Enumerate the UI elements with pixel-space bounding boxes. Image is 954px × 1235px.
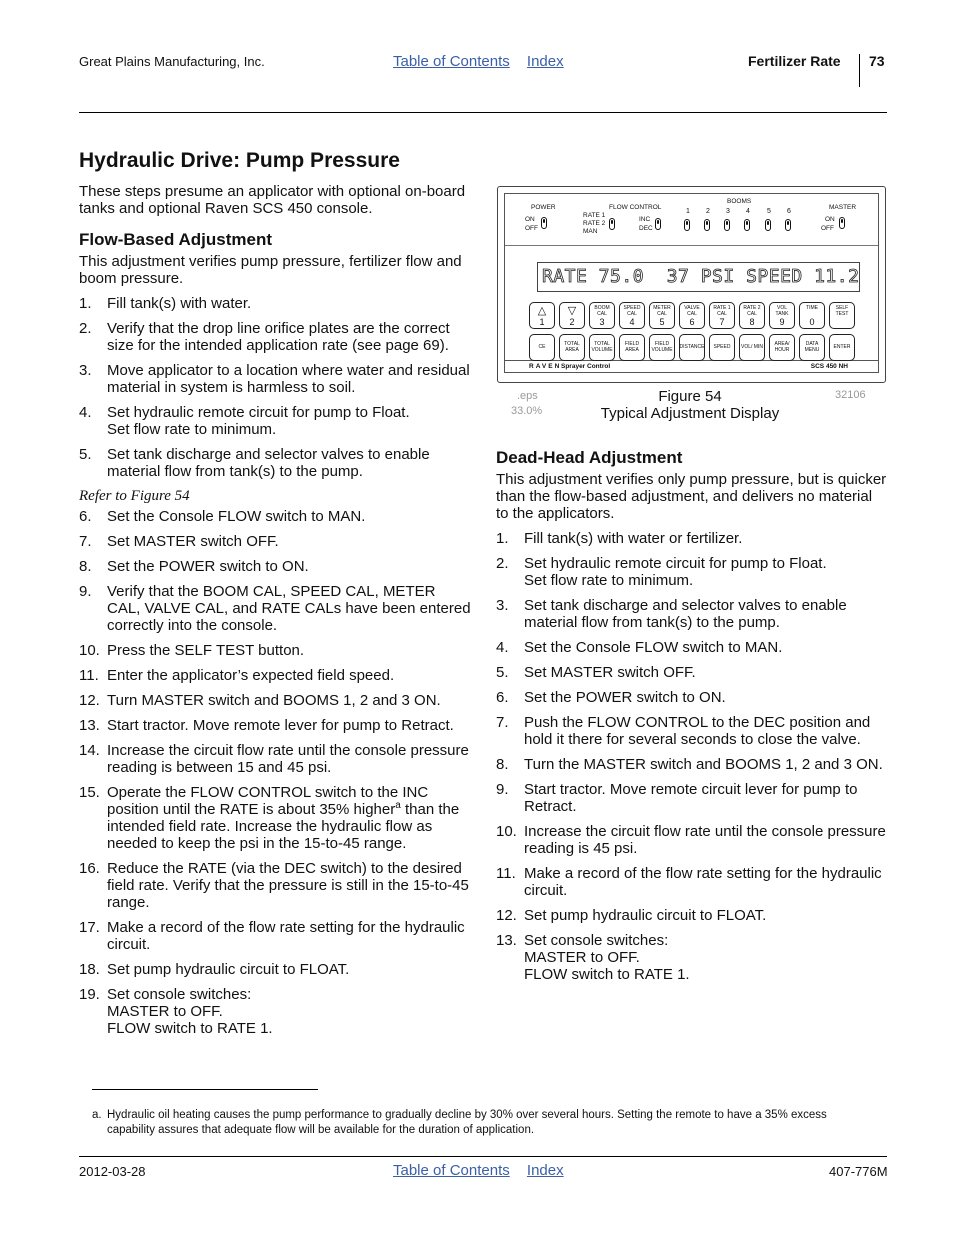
step-text: Set tank discharge and selector valves to enable material flow from tank(s) to the pump.: [524, 597, 847, 631]
keypad-key[interactable]: [769, 302, 795, 329]
keypad-key[interactable]: [769, 334, 795, 361]
key-label: ENTER: [833, 343, 851, 350]
power-label: POWER: [531, 204, 556, 211]
flow-heading: Flow-Based Adjustment: [79, 230, 272, 249]
step-number: 15.: [79, 784, 100, 801]
list-item: [496, 714, 888, 748]
flow-control-switch[interactable]: [655, 218, 661, 230]
header-links: [393, 53, 577, 70]
step-number: 16.: [79, 860, 100, 877]
key-label: VALVE CAL: [684, 305, 700, 317]
step-number: 9.: [496, 781, 509, 798]
step-text: Set MASTER switch OFF.: [107, 533, 279, 550]
key-label: SPEED: [713, 343, 731, 350]
list-item: [79, 320, 471, 354]
keypad-key[interactable]: [799, 334, 825, 361]
boom-switch-5[interactable]: [765, 219, 771, 231]
footnote: [92, 1108, 867, 1138]
list-item: [496, 689, 888, 706]
lcd-display: [537, 262, 860, 292]
step-number: 1.: [79, 295, 92, 312]
company-name: Great Plains Manufacturing, Inc.: [79, 54, 265, 69]
footnote-rule: [92, 1089, 318, 1090]
step-text: Turn MASTER switch and BOOMS 1, 2 and 3 ON.: [107, 692, 441, 709]
step-number: 5.: [79, 446, 92, 463]
step-number: 7.: [79, 533, 92, 550]
keypad-key[interactable]: [709, 302, 735, 329]
master-switch[interactable]: [839, 217, 845, 229]
step-number: 13.: [496, 932, 517, 949]
brand-subtitle: Sprayer Control: [561, 363, 611, 370]
toc-link[interactable]: Table of Contents: [393, 1162, 510, 1179]
footnote-text: Hydraulic oil heating causes the pump performance to gradually decline by 30% over several hours. Setting the remote to have a 35% excess capability assures that adequate flow will be available for the duration of application.: [107, 1109, 827, 1136]
step-number: 3.: [79, 362, 92, 379]
console-figure: [497, 186, 886, 383]
key-number: 4: [629, 317, 635, 327]
step-text: Make a record of the flow rate setting for the hydraulic circuit.: [107, 919, 465, 953]
key-number: 3: [599, 317, 605, 327]
toc-link[interactable]: Table of Contents: [393, 53, 510, 70]
step-text: Reduce the RATE (via the DEC switch) to the desired field rate. Verify that the pressure is still in the 15-to-45 range.: [107, 860, 469, 911]
triangle-down-icon: ▽: [567, 305, 577, 317]
step-text: Fill tank(s) with water or fertilizer.: [524, 530, 743, 547]
list-item: [496, 597, 888, 631]
keypad-key[interactable]: [559, 334, 585, 361]
console-nameplate: [505, 360, 878, 372]
key-label: FIELD VOLUME: [651, 341, 673, 353]
step-number: 2.: [496, 555, 509, 572]
step-text: Start tractor. Move remote lever for pump to Retract.: [107, 717, 454, 734]
list-item: [79, 642, 471, 659]
step-number: 7.: [496, 714, 509, 731]
boom-switch-6[interactable]: [785, 219, 791, 231]
step-number: 10.: [496, 823, 517, 840]
step-text: Set pump hydraulic circuit to FLOAT.: [107, 961, 350, 978]
step-text: Set tank discharge and selector valves to enable material flow from tank(s) to the pump.: [107, 446, 430, 480]
key-label: TOTAL VOLUME: [591, 341, 613, 353]
list-item: [79, 919, 471, 953]
key-number: 6: [689, 317, 695, 327]
keypad-key[interactable]: [739, 334, 765, 361]
list-item: [79, 404, 471, 438]
step-text: than the intended field rate. Increase the hydraulic flow as needed to keep the psi in the 15-to-45 range.: [107, 801, 460, 852]
header-divider: [859, 54, 860, 87]
keypad-key[interactable]: [799, 302, 825, 329]
step-text: Set pump hydraulic circuit to FLOAT.: [524, 907, 767, 924]
list-item: [79, 295, 471, 312]
key-label: TOTAL AREA: [564, 341, 580, 353]
flow-control-label: FLOW CONTROL: [609, 204, 662, 211]
key-label: METER CAL: [653, 305, 671, 317]
step-text: Verify that the drop line orifice plates are the correct size for the intended application rate (see page 69).: [107, 320, 450, 354]
step-number: 17.: [79, 919, 100, 936]
key-number: 5: [659, 317, 665, 327]
step-text: Set hydraulic remote circuit for pump to Float. Set flow rate to minimum.: [524, 555, 827, 589]
keypad-key[interactable]: [829, 302, 855, 329]
keypad-key[interactable]: [589, 334, 615, 361]
figure-caption-text: Typical Adjustment Display: [600, 405, 780, 422]
list-item: [496, 756, 888, 773]
keypad-key[interactable]: [679, 334, 705, 361]
list-item: [496, 907, 888, 924]
triangle-up-icon: △: [537, 305, 547, 317]
boom-switch-4[interactable]: [744, 219, 750, 231]
inc-label: INC: [639, 216, 651, 223]
list-item: [496, 555, 888, 589]
key-number: 1: [539, 317, 545, 327]
flow-steps-a: [79, 295, 471, 480]
keypad-key[interactable]: [649, 334, 675, 361]
key-label: FIELD AREA: [624, 341, 640, 353]
index-link[interactable]: Index: [526, 1162, 564, 1179]
footnote-ref[interactable]: a: [395, 800, 401, 811]
footer-links: [393, 1162, 577, 1179]
key-label: BOOM CAL: [594, 305, 610, 317]
boom-number: 1: [686, 208, 690, 215]
step-text: Fill tank(s) with water.: [107, 295, 252, 312]
key-label: VOL TANK: [775, 305, 789, 317]
page-number: 73: [869, 53, 885, 69]
figure-file-info: [511, 389, 543, 419]
on-label: ON: [525, 216, 535, 223]
boom-switch-3[interactable]: [724, 219, 730, 231]
boom-number: 4: [746, 208, 750, 215]
step-text: Start tractor. Move remote circuit lever for pump to Retract.: [524, 781, 858, 815]
step-text: Enter the applicator’s expected field speed.: [107, 667, 395, 684]
step-text: Operate the FLOW CONTROL switch to the INC position until the RATE is about 35% higher: [107, 784, 429, 818]
key-label: CE: [538, 343, 546, 350]
keypad-key[interactable]: [649, 302, 675, 329]
step-text: Set hydraulic remote circuit for pump to Float. Set flow rate to minimum.: [107, 404, 410, 438]
switch-row: [505, 194, 878, 246]
step-text: Move applicator to a location where water and residual material in system is harmless to soil.: [107, 362, 470, 396]
step-text: Set console switches: MASTER to OFF. FLOW switch to RATE 1.: [524, 932, 690, 983]
keypad-key[interactable]: [709, 334, 735, 361]
step-text: Set console switches: MASTER to OFF. FLOW switch to RATE 1.: [107, 986, 273, 1037]
step-number: 3.: [496, 597, 509, 614]
dead-head-steps: [496, 530, 888, 983]
master-label: MASTER: [829, 204, 857, 211]
flow-steps-b: [79, 508, 471, 776]
step-text: Press the SELF TEST button.: [107, 642, 305, 659]
right-column: [496, 448, 888, 991]
keypad-key[interactable]: [619, 302, 645, 329]
list-item: [496, 865, 888, 899]
key-label: RATE 2 CAL: [743, 305, 761, 317]
man-label: MAN: [583, 228, 598, 235]
key-label: AREA/ HOUR: [774, 341, 790, 353]
key-number: 2: [569, 317, 575, 327]
step-text: Turn the MASTER switch and BOOMS 1, 2 and 3 ON.: [524, 756, 883, 773]
keypad-key[interactable]: [619, 334, 645, 361]
keypad-key[interactable]: [679, 302, 705, 329]
header-rule: [79, 112, 887, 113]
keypad-key[interactable]: [529, 334, 555, 361]
key-number: 8: [749, 317, 755, 327]
step-number: 12.: [79, 692, 100, 709]
key-label: SELF TEST: [835, 305, 849, 317]
power-switch[interactable]: [541, 217, 547, 229]
boom-switch-2[interactable]: [704, 219, 710, 231]
key-number: 0: [809, 317, 815, 327]
footer-date: 2012-03-28: [79, 1164, 146, 1179]
step-number: 2.: [79, 320, 92, 337]
keypad-key[interactable]: [829, 334, 855, 361]
boom-number: 5: [767, 208, 771, 215]
dec-label: DEC: [639, 225, 653, 232]
key-label: DISTANCE: [679, 343, 705, 350]
rate1-label: RATE 1: [583, 212, 606, 219]
footnote-mark: a.: [92, 1109, 102, 1121]
booms-label: BOOMS: [727, 198, 752, 205]
step-text: Verify that the BOOM CAL, SPEED CAL, METER CAL, VALVE CAL, and RATE CALs have been entered correctly into the console.: [107, 583, 471, 634]
footer-doc-number: 407-776M: [829, 1164, 888, 1179]
key-label: VOL/ MIN: [741, 343, 763, 350]
step-text: Push the FLOW CONTROL to the DEC position and hold it there for several seconds to close the valve.: [524, 714, 871, 748]
key-label: SPEED CAL: [623, 305, 641, 317]
step-text: Increase the circuit flow rate until the console pressure reading is between 15 and 45 psi.: [107, 742, 469, 776]
figure-caption: [560, 388, 820, 422]
list-item: [79, 692, 471, 709]
list-item: [79, 558, 471, 575]
step-text: Set the Console FLOW switch to MAN.: [524, 639, 783, 656]
list-item: [496, 639, 888, 656]
up-arrow-key[interactable]: [529, 302, 555, 329]
list-item: [496, 932, 888, 983]
list-item: [496, 530, 888, 547]
off-label: OFF: [525, 225, 538, 232]
step-text: Set the POWER switch to ON.: [107, 558, 309, 575]
step-text: Make a record of the flow rate setting for the hydraulic circuit.: [524, 865, 882, 899]
lcd-readout: RATE 75.0 37 PSI SPEED 11.2: [542, 266, 860, 287]
flow-steps-c: [79, 860, 471, 1037]
key-label: DATA MENU: [804, 341, 820, 353]
model-label: SCS 450 NH: [810, 363, 848, 370]
list-item: [79, 508, 471, 525]
step-number: 19.: [79, 986, 100, 1003]
step-number: 9.: [79, 583, 92, 600]
intro-paragraph: These steps presume an applicator with optional on-board tanks and optional Raven SCS 450 console.: [79, 183, 466, 217]
console-panel: [504, 193, 879, 373]
list-item: [79, 533, 471, 550]
list-item: [79, 742, 471, 776]
dead-head-intro: This adjustment verifies only pump pressure, but is quicker than the flow-based adjustment, and delivers no material to the applicators.: [496, 471, 887, 522]
step-text: Increase the circuit flow rate until the console pressure reading is 45 psi.: [524, 823, 886, 857]
figure-reference: Refer to Figure 54: [79, 488, 190, 504]
on-label: ON: [825, 216, 835, 223]
dead-head-heading: Dead-Head Adjustment: [496, 448, 683, 467]
figure-label: Figure 54: [658, 388, 722, 405]
step-number: 6.: [496, 689, 509, 706]
list-item: [79, 986, 471, 1037]
brand-logo: RAVEN: [529, 363, 562, 370]
down-arrow-key[interactable]: [559, 302, 585, 329]
step-text: Set the POWER switch to ON.: [524, 689, 726, 706]
boom-switch-1[interactable]: [684, 219, 690, 231]
step-number: 11.: [496, 865, 516, 882]
boom-number: 2: [706, 208, 710, 215]
flow-step-15: [79, 784, 471, 852]
figure-id: 32106: [835, 389, 866, 401]
step-number: 5.: [496, 664, 509, 681]
off-label: OFF: [821, 225, 834, 232]
key-number: 9: [779, 317, 785, 327]
step-number: 14.: [79, 742, 100, 759]
step-text: Set the Console FLOW switch to MAN.: [107, 508, 366, 525]
boom-number: 3: [726, 208, 730, 215]
step-number: 8.: [496, 756, 509, 773]
boom-number: 6: [787, 208, 791, 215]
step-number: 12.: [496, 907, 517, 924]
list-item: [79, 961, 471, 978]
list-item: [79, 362, 471, 396]
step-number: 13.: [79, 717, 100, 734]
step-number: 11.: [79, 667, 99, 684]
footer-rule: [79, 1156, 887, 1157]
step-number: 1.: [496, 530, 509, 547]
list-item: [496, 664, 888, 681]
step-number: 4.: [79, 404, 92, 421]
rate2-label: RATE 2: [583, 220, 606, 227]
step-text: Set MASTER switch OFF.: [524, 664, 696, 681]
list-item: [79, 717, 471, 734]
keypad-key[interactable]: [739, 302, 765, 329]
index-link[interactable]: Index: [526, 53, 564, 70]
key-number: 7: [719, 317, 725, 327]
flow-switch[interactable]: [609, 218, 615, 230]
list-item: [79, 583, 471, 634]
list-item: [79, 446, 471, 480]
key-label: RATE 1 CAL: [713, 305, 731, 317]
list-item: [496, 823, 888, 857]
list-item: [496, 781, 888, 815]
step-number: 8.: [79, 558, 92, 575]
figure-scale: 33.0%: [511, 405, 543, 417]
key-label: TIME: [806, 305, 818, 311]
list-item: [79, 784, 471, 852]
list-item: [79, 860, 471, 911]
step-number: 6.: [79, 508, 92, 525]
list-item: [79, 667, 471, 684]
left-column: [79, 148, 471, 1045]
page-title: Hydraulic Drive: Pump Pressure: [79, 149, 400, 172]
step-number: 10.: [79, 642, 100, 659]
step-number: 4.: [496, 639, 509, 656]
step-number: 18.: [79, 961, 100, 978]
section-title: Fertilizer Rate: [748, 53, 841, 69]
keypad-key[interactable]: [589, 302, 615, 329]
figure-eps: .eps: [517, 390, 538, 402]
flow-intro: This adjustment verifies pump pressure, fertilizer flow and boom pressure.: [79, 253, 462, 287]
